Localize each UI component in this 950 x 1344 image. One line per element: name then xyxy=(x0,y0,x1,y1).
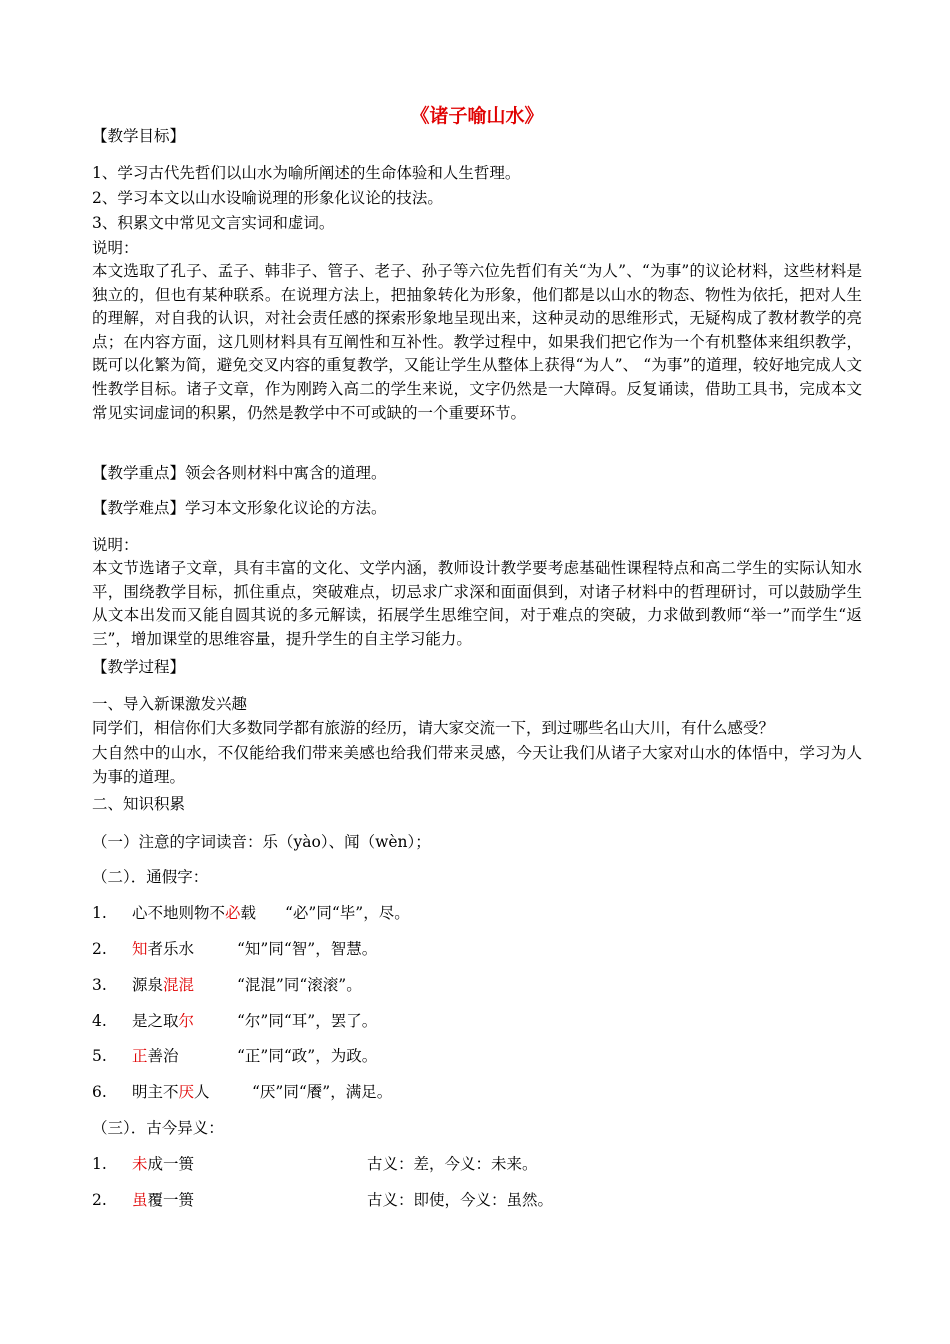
section-title: 一、导入新课激发兴趣 xyxy=(92,695,248,713)
process-header: 【教学过程】 xyxy=(92,658,186,676)
note-paragraph: 本文选取了孔子、孟子、韩非子、管子、老子、孙子等六位先哲们有关“为人”、“为事”的议论材料，这些材料是独立的，但也有某种联系。在说理方法上，把抽象转化为形象，他们都是以山水的物态、物性为依托，把对人生的理解，对自我的认识，对社会责任感的探索形象地呈现出来，这种灵动的思维形式，无疑构成了教材教学的亮点；在内容方面，这几则材料具有互阐性和互补性。教学过程中，如果我们把它作为一个有机整体来组织教学，既可以化繁为简，避免交叉内容的重复教学，又能让学生从整体上获得“为人”、 “为事”的道理，较好地完成人文性教学目标。诸子文章，作为刚跨入高二的学生来说，文字仍然是一大障碍。反复诵读，借助工具书，完成本文常见实词虚词的积累，仍然是教学中不可或缺的一个重要环节。 xyxy=(92,262,862,422)
tongjia-row: 3. 源泉混混 “混混”同“滚滚”。 xyxy=(92,976,362,994)
goals-header: 【教学目标】 xyxy=(92,127,186,145)
document-title: 《诸子喻山水》 xyxy=(410,105,544,127)
subsection-title: （三）．古今异义： xyxy=(92,1119,224,1137)
tongjia-row: 2. 知者乐水 “知”同“智”，智慧。 xyxy=(92,940,378,958)
section-title: 二、知识积累 xyxy=(92,795,186,813)
intro-paragraph: 同学们，相信你们大多数同学都有旅游的经历，请大家交流一下，到过哪些名山大川，有什么感受？ xyxy=(92,719,775,737)
subsection-title: （一）注意的字词读音：乐（yào）、闻（wèn）； xyxy=(92,833,431,851)
gujin-row: 1. 未成一篑 古义：差，今义：未来。 xyxy=(92,1155,538,1173)
note-paragraph: 本文节选诸子文章，具有丰富的文化、文学内涵，教师设计教学要考虑基础性课程特点和高二学生的实际认知水平，围绕教学目标，抓住重点，突破难点，切忌求广求深和面面俱到，对诸子材料中的哲理研讨，可以鼓励学生从文本出发而又能自圆其说的多元解读，拓展学生思维空间，对于难点的突破，力求做到教师“举一”而学生“返三”，增加课堂的思维容量，提升学生的自主学习能力。 xyxy=(92,559,862,648)
difficult-point: 【教学难点】学习本文形象化议论的方法。 xyxy=(92,499,387,517)
goal-item: 3、积累文中常见文言实词和虚词。 xyxy=(92,214,335,232)
tongjia-row: 4. 是之取尔 “尔”同“耳”，罢了。 xyxy=(92,1012,378,1030)
intro-paragraph: 大自然中的山水，不仅能给我们带来美感也给我们带来灵感，今天让我们从诸子大家对山水的体悟中，学习为人为事的道理。 xyxy=(92,744,862,786)
note-label: 说明： xyxy=(92,536,139,554)
goal-item: 2、学习本文以山水设喻说理的形象化议论的技法。 xyxy=(92,189,443,207)
tongjia-row: 5. 正善治 “正”同“政”，为政。 xyxy=(92,1047,378,1065)
goal-item: 1、学习古代先哲们以山水为喻所阐述的生命体验和人生哲理。 xyxy=(92,164,521,182)
gujin-row: 2. 虽覆一篑 古义：即使，今义：虽然。 xyxy=(92,1191,554,1209)
tongjia-row: 6. 明主不厌人 “厌”同“餍”，满足。 xyxy=(92,1083,393,1101)
tongjia-row: 1. 心不地则物不必载 “必”同“毕”，尽。 xyxy=(92,904,410,922)
key-point: 【教学重点】领会各则材料中寓含的道理。 xyxy=(92,464,387,482)
note-label: 说明： xyxy=(92,239,139,257)
subsection-title: （二）．通假字： xyxy=(92,868,209,886)
